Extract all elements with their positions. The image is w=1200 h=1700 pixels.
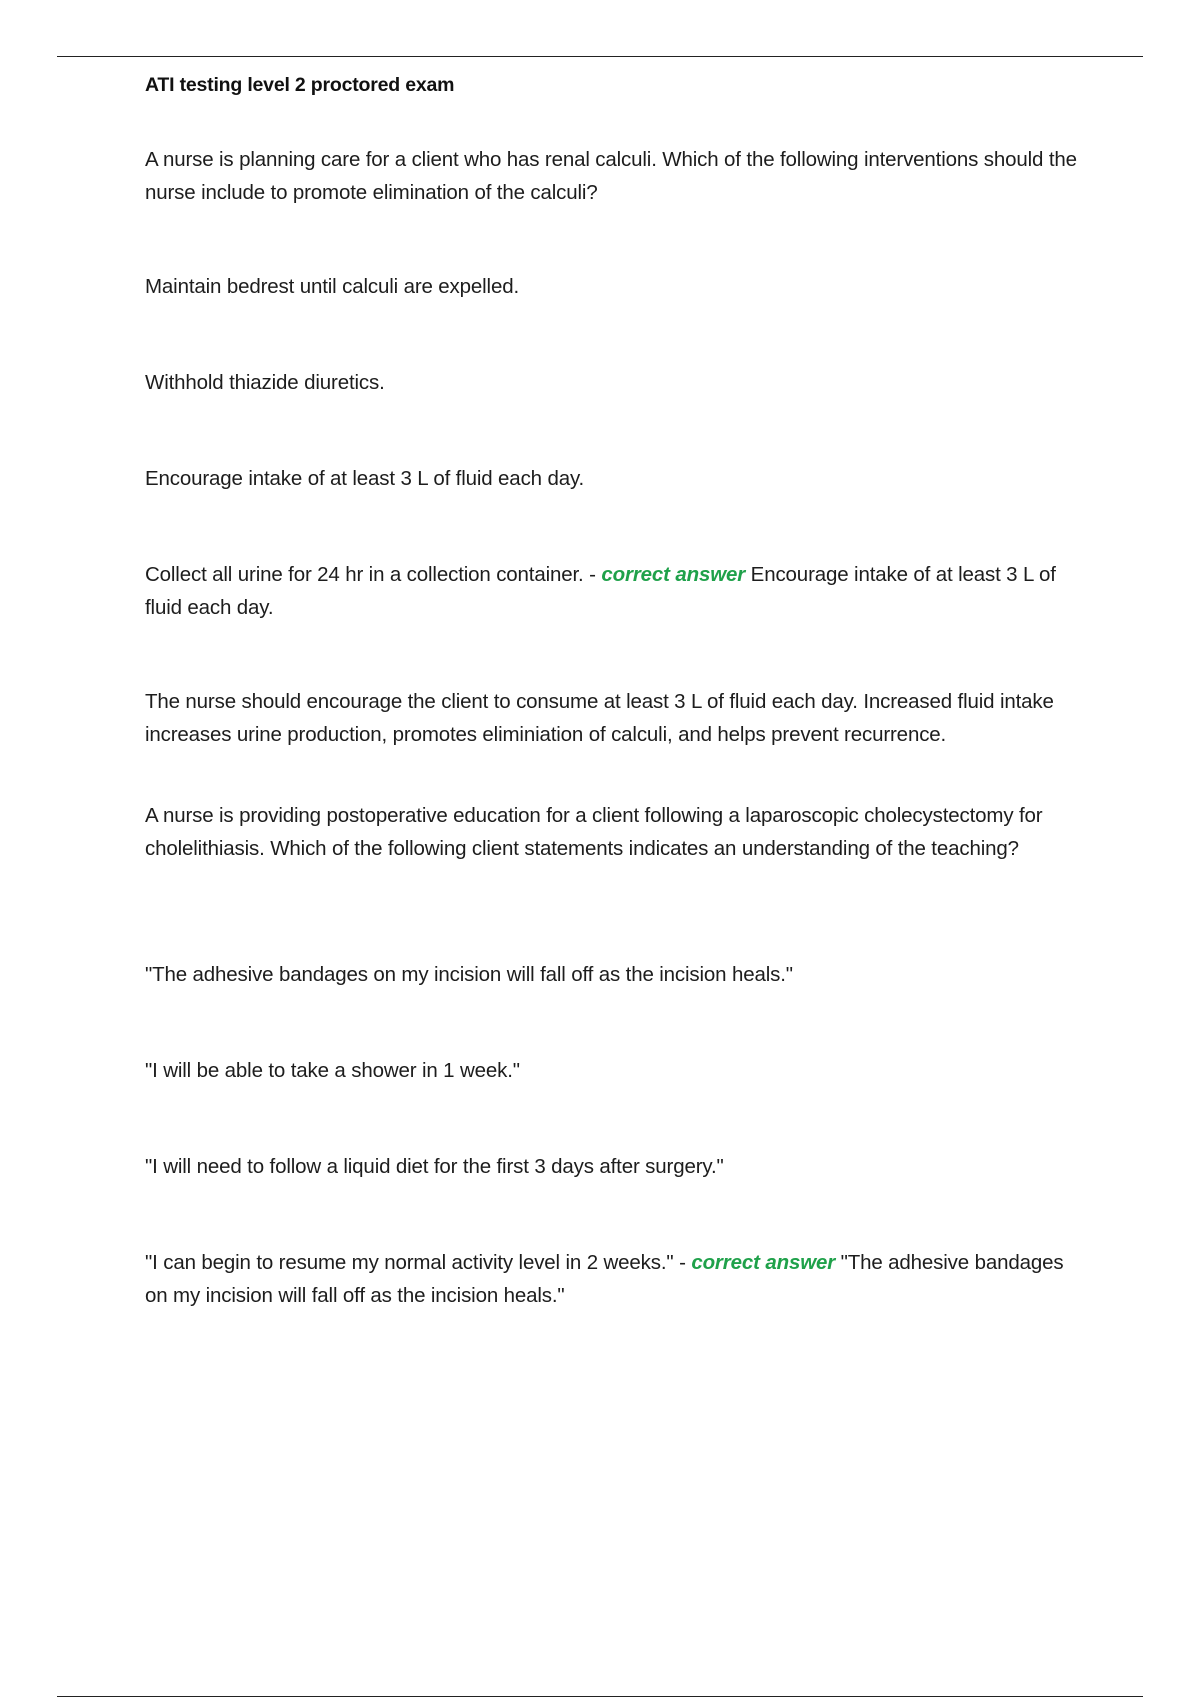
question-2-stem: A nurse is providing postoperative education for a client following a laparoscopic cholecystectomy for cholelithiasis. Which of the following client statements indicates an understanding of the teaching? bbox=[145, 804, 1043, 860]
question-2-option-2: "I will be able to take a shower in 1 week." bbox=[145, 1059, 520, 1082]
question-2-option-4-with-answer bbox=[145, 1247, 1090, 1312]
question-2-option-4: "I can begin to resume my normal activity level in 2 weeks." bbox=[145, 1251, 674, 1274]
correct-answer-text: "The adhesive bandages on my incision will fall off as the incision heals." bbox=[145, 1251, 1064, 1307]
question-1-option-4-with-answer bbox=[145, 559, 1090, 624]
question-2-option-3: "I will need to follow a liquid diet for the first 3 days after surgery." bbox=[145, 1155, 724, 1178]
question-1-rationale: The nurse should encourage the client to consume at least 3 L of fluid each day. Increased fluid intake increases urine production, promotes eliminiation of calculi, and helps prevent recurrence. bbox=[145, 690, 1054, 746]
question-1-option-2: Withhold thiazide diuretics. bbox=[145, 371, 385, 394]
question-2-option-1: "The adhesive bandages on my incision will fall off as the incision heals." bbox=[145, 963, 793, 986]
answer-separator: - bbox=[673, 1251, 692, 1274]
document-title: ATI testing level 2 proctored exam bbox=[145, 74, 455, 96]
answer-separator: - bbox=[583, 563, 602, 586]
correct-answer-label: correct answer bbox=[691, 1251, 836, 1274]
correct-answer-text: Encourage intake of at least 3 L of fluid each day. bbox=[145, 563, 1056, 619]
question-1-option-3: Encourage intake of at least 3 L of fluid each day. bbox=[145, 467, 585, 490]
question-1-option-4: Collect all urine for 24 hr in a collection container. bbox=[145, 563, 584, 586]
correct-answer-label: correct answer bbox=[601, 563, 746, 586]
question-1-stem: A nurse is planning care for a client who has renal calculi. Which of the following interventions should the nurse include to promote elimination of the calculi? bbox=[145, 148, 1077, 204]
question-1-option-1: Maintain bedrest until calculi are expelled. bbox=[145, 275, 520, 298]
footer-rule bbox=[57, 1696, 1143, 1697]
header-rule bbox=[57, 56, 1143, 57]
